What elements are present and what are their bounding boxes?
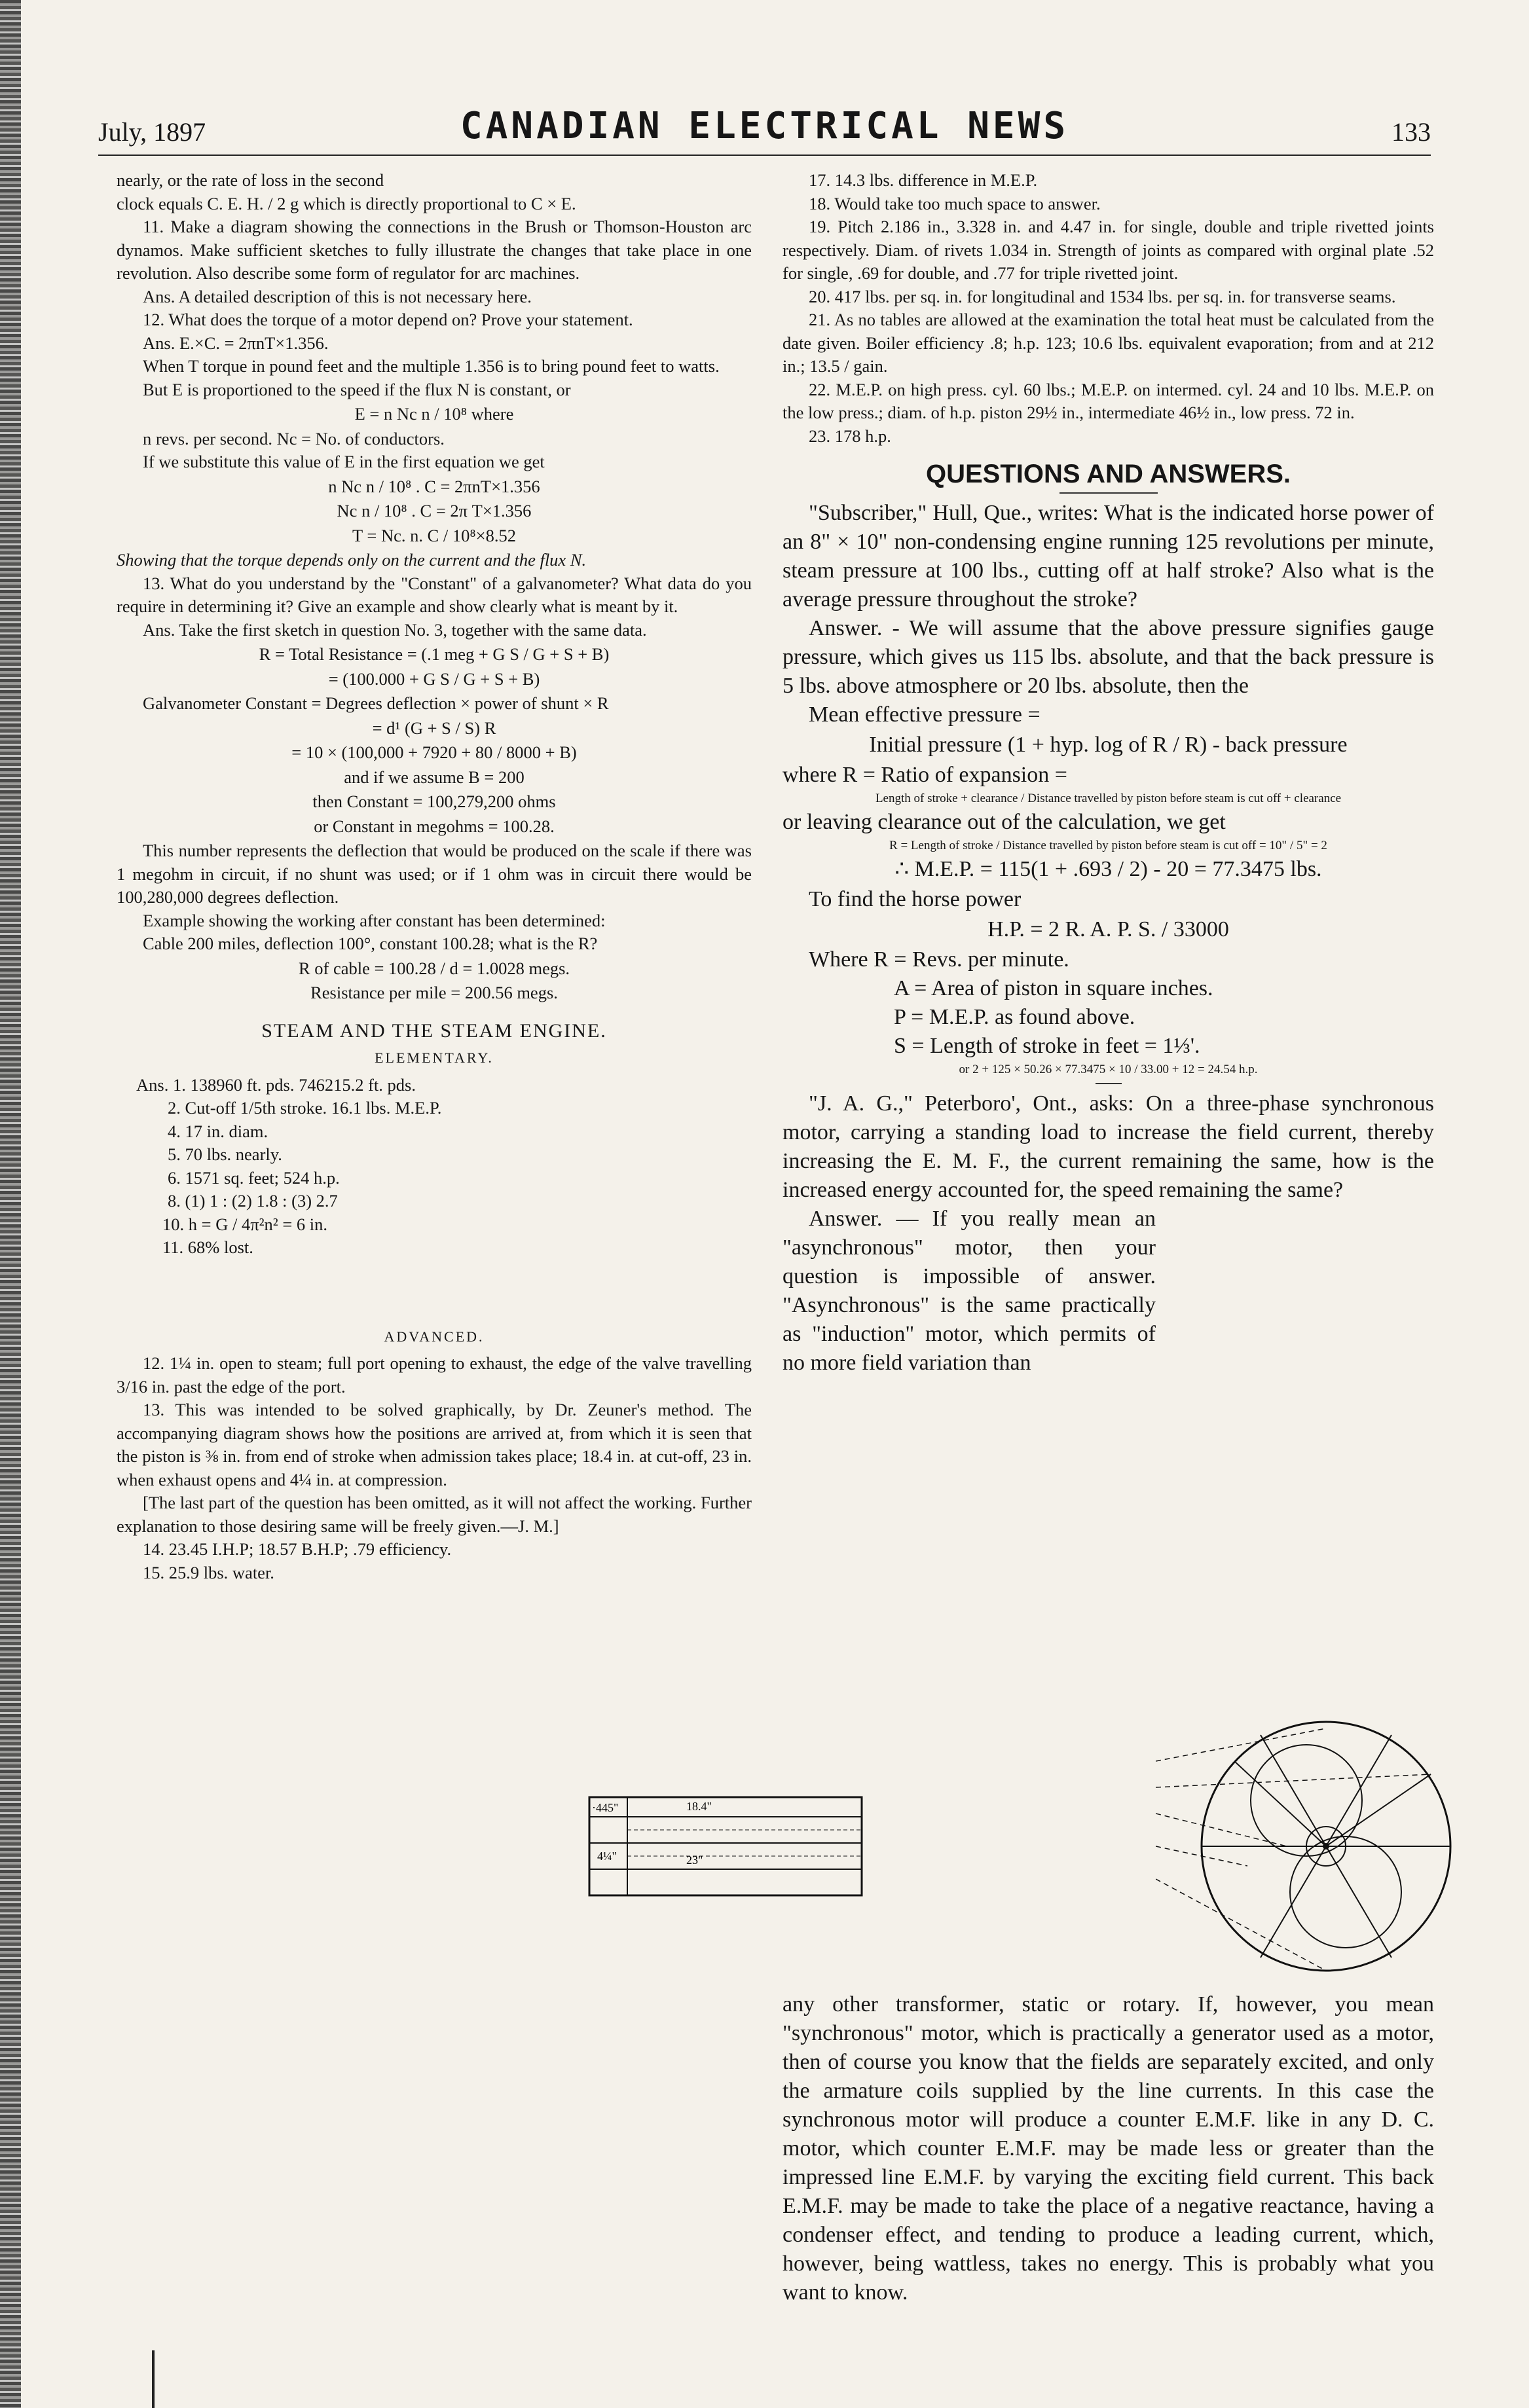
answer-21: 21. As no tables are allowed at the examination the total heat must be calculated from the date given. Boiler efficiency .8; h.p. 123; 10.6 lbs. equivalent evaporation; from and at 212 in.; 13.5 / gain.	[783, 310, 1434, 376]
list-item: 6. 1571 sq. feet; 524 h.p.	[168, 1167, 340, 1188]
answer-subscriber: Answer. - We will assume that the above pressure signifies gauge pressure, which gives us 115 lbs. absolute, and that the back pressure is 5 lbs. above atmosphere or 20 lbs. absolute, then the	[783, 616, 1434, 698]
equation-total-resistance: R = Total Resistance = (.1 meg + G S / G + S + B)	[259, 644, 610, 664]
equation-emf: E = n Nc n / 10⁸ where	[354, 404, 514, 424]
editor-note: [The last part of the question has been omitted, as it will not affect the working. Further explanation to those desiring same will be freely given.—J. M.]	[117, 1493, 752, 1536]
question-jag: "J. A. G.," Peterboro', Ont., asks: On a three-phase synchronous motor, carrying a standing load to increase the field current, thereby increasing the E. M. F., the current remaining the same, how is the increased energy accounted for, the speed remaining the same?	[783, 1091, 1434, 1202]
zeuner-circle-diagram	[1156, 1683, 1464, 1984]
piston-travel-diagram	[588, 1778, 863, 1908]
advanced-answer-15: 15. 25.9 lbs. water.	[143, 1562, 274, 1582]
question-11: 11. Make a diagram showing the connections in the Brush or Thomson-Houston arc dynamos. Make sufficient sketches to fully illustrate the changes that take place in one revolution. Also describe some form of regulator for arc machines.	[117, 217, 752, 283]
formula-hp-result: or 2 + 125 × 50.26 × 77.3475 × 10 / 33.00 + 12 = 24.54 h.p.	[959, 1063, 1258, 1076]
formula-where-s: S = Length of stroke in feet = 1⅓'.	[894, 1034, 1200, 1058]
valve-circle-upper	[1251, 1745, 1362, 1856]
page-header	[98, 105, 1431, 151]
projection-line	[1156, 1814, 1287, 1846]
diagram-value-3: 23"	[686, 1853, 703, 1867]
torque-text-2: But E is proportioned to the speed if the flux N is constant, or	[143, 379, 571, 399]
advanced-answer-12: 12. 1¼ in. open to steam; full port opening to exhaust, the edge of the valve travelling 3/16 in. past the edge of the port.	[117, 1353, 752, 1396]
radius-line	[1326, 1774, 1431, 1846]
equation-substitute-2: Nc n / 10⁸ . C = 2π T×1.356	[337, 501, 532, 520]
formula-where-r: Where R = Revs. per minute.	[809, 947, 1069, 972]
page-number: 133	[1391, 117, 1431, 147]
radius-line	[1234, 1761, 1326, 1846]
galvanometer-constant-text: Galvanometer Constant = Degrees deflection × power of shunt × R	[143, 693, 609, 713]
diagram-value-1: ·445"	[592, 1801, 619, 1814]
torque-conclusion: Showing that the torque depends only on the current and the flux N.	[117, 550, 587, 570]
answer-22: 22. M.E.P. on high press. cyl. 60 lbs.; M.E.P. on intermed. cyl. 24 and 10 lbs. M.E.P. on the low press.; diam. of h.p. piston 29½ in., intermediate 46½ in., low press. 72 in.	[783, 379, 1434, 422]
formula-ratio-label: where R = Ratio of expansion =	[783, 763, 1067, 787]
formula-r-value: R = Length of stroke / Distance travelled by piston before steam is cut off = 10" / 5" = 2	[889, 839, 1327, 852]
torque-text-3: n revs. per second. Nc = No. of conductors.	[143, 428, 445, 448]
advanced-answer-13: 13. This was intended to be solved graphically, by Dr. Zeuner's method. The accompanying diagram shows how the positions are arrived at, from which it is seen that the piston is ⅜ in. from end of stroke when admission takes place; 18.4 in. at cut-off, 23 in. when exhaust opens and 4¼ in. at compression.	[117, 1400, 752, 1489]
questions-answers-heading: QUESTIONS AND ANSWERS.	[925, 460, 1291, 488]
question-13: 13. What do you understand by the "Constant" of a galvanometer? What data do you require in determining it? Give an example and show clearly what is meant by it.	[117, 573, 752, 616]
answer-23: 23. 178 h.p.	[809, 426, 891, 446]
diagram-frame	[589, 1797, 862, 1895]
list-item: Ans. 1. 138960 ft. pds. 746215.2 ft. pds.	[136, 1074, 416, 1095]
horse-power-label: To find the horse power	[809, 887, 1022, 911]
formula-initial-pressure: Initial pressure (1 + hyp. log of R / R) - back pressure	[869, 733, 1348, 757]
mep-label: Mean effective pressure =	[809, 702, 1041, 727]
margin-mark	[152, 2350, 155, 2408]
answer-11: Ans. A detailed description of this is not necessary here.	[143, 286, 532, 306]
answer-jag-text: Answer. — If you really mean an "asynchronous" motor, then your question is impossible of answer. "Asynchronous" is the same practically as "induction" motor, which permits of no more field variation than	[783, 1207, 1156, 1375]
formula-ratio-fraction: Length of stroke + clearance / Distance travelled by piston before steam is cut off + clearance	[875, 792, 1342, 805]
advanced-answer-14: 14. 23.45 I.H.P; 18.57 B.H.P; .79 efficiency.	[143, 1539, 452, 1559]
cable-text: Cable 200 miles, deflection 100°, constant 100.28; what is the R?	[143, 934, 598, 953]
centre-point	[1323, 1843, 1329, 1850]
answer-jag-continued	[783, 1990, 1434, 2307]
list-item: 4. 17 in. diam.	[168, 1121, 268, 1141]
elementary-subheading: ELEMENTARY.	[375, 1049, 494, 1066]
list-item: 8. (1) 1 : (2) 1.8 : (3) 2.7	[168, 1191, 338, 1211]
answer-jag	[783, 1205, 1156, 1377]
projection-line	[1156, 1774, 1431, 1787]
clock-equals-line: clock equals C. E. H. / 2 g which is directly proportional to C × E.	[117, 193, 576, 213]
scanned-page-edge	[0, 0, 21, 2408]
left-column	[117, 169, 752, 1584]
torque-loss-line: nearly, or the rate of loss in the second	[117, 170, 384, 190]
equation-resistance-per-mile: Resistance per mile = 200.56 megs.	[310, 983, 558, 1002]
formula-clearance-text: or leaving clearance out of the calculation, we get	[783, 810, 1226, 834]
equation-constant-2: = 10 × (100,000 + 7920 + 80 / 8000 + B)	[291, 742, 577, 762]
equation-constant-1: = d¹ (G + S / S) R	[372, 718, 496, 738]
heading-underline	[1059, 492, 1158, 494]
list-item: 5. 70 lbs. nearly.	[168, 1144, 282, 1164]
torque-text-1: When T torque in pound feet and the multiple 1.356 is to bring pound feet to watts.	[143, 356, 720, 376]
header-rule	[98, 155, 1431, 156]
diagram-value-2: 18.4"	[686, 1800, 712, 1813]
valve-circle-lower	[1290, 1836, 1401, 1948]
answer-13: Ans. Take the first sketch in question No. 3, together with the same data.	[143, 619, 647, 640]
equation-constant-ohms: then Constant = 100,279,200 ohms	[312, 792, 556, 811]
formula-mep-result: ∴ M.E.P. = 115(1 + .693 / 2) - 20 = 77.3475 lbs.	[894, 857, 1322, 881]
continued-answers	[783, 169, 1434, 448]
formula-hp: H.P. = 2 R. A. P. S. / 33000	[987, 917, 1229, 941]
answer-12: Ans. E.×C. = 2πnT×1.356.	[143, 333, 329, 353]
equation-assume-b: and if we assume B = 200	[344, 767, 525, 787]
short-divider	[1096, 1083, 1122, 1084]
list-item: 2. Cut-off 1/5th stroke. 16.1 lbs. M.E.P.	[168, 1098, 442, 1118]
masthead-title: CANADIAN ELECTRICAL NEWS	[460, 105, 1069, 147]
equation-substitute-1: n Nc n / 10⁸ . C = 2πnT×1.356	[328, 476, 540, 496]
formula-where-a: A = Area of piston in square inches.	[894, 976, 1213, 1000]
right-column	[783, 169, 1434, 1377]
example-text: Example showing the working after constant has been determined:	[143, 910, 606, 930]
answer-18: 18. Would take too much space to answer.	[809, 193, 1101, 213]
question-12: 12. What does the torque of a motor depend on? Prove your statement.	[143, 310, 633, 329]
elementary-answers	[117, 1074, 503, 1260]
equation-cable-r: R of cable = 100.28 / d = 1.0028 megs.	[298, 958, 570, 978]
answer-jag-continued-text: any other transformer, static or rotary. If, however, you mean "synchronous" motor, which is practically a generator used as a motor, then of course you know that the fields are separately excited, and only the armature coils supplied by the line currents. In this case the synchronous motor will produce a counter E.M.F. like in any D. C. motor, which counter E.M.F. may be made less or greater than the impressed line E.M.F. by varying the exciting field current. This back E.M.F. may be made to take the place of a negative reactance, having a condenser effect, and tending to produce a leading current, which, however, being wattless, takes no energy. This is probably what you want to know.	[783, 1992, 1434, 2305]
list-item: 10. h = G / 4π²n² = 6 in.	[162, 1214, 328, 1234]
equation-resistance-2: = (100.000 + G S / G + S + B)	[328, 668, 540, 689]
formula-where-p: P = M.E.P. as found above.	[894, 1005, 1135, 1029]
equation-torque: T = Nc. n. C / 10⁸×8.52	[352, 525, 516, 545]
answer-17: 17. 14.3 lbs. difference in M.E.P.	[809, 170, 1038, 190]
advanced-subheading: ADVANCED.	[384, 1328, 485, 1345]
diagram-value-4: 4¼"	[597, 1850, 617, 1863]
answer-20: 20. 417 lbs. per sq. in. for longitudinal and 1534 lbs. per sq. in. for transverse seams.	[809, 286, 1396, 306]
question-subscriber: "Subscriber," Hull, Que., writes: What is the indicated horse power of an 8" × 10" non-condensing engine running 125 revolutions per minute, steam pressure at 100 lbs., cutting off at half stroke? Also what is the average pressure throughout the stroke?	[783, 501, 1434, 611]
answer-19: 19. Pitch 2.186 in., 3.328 in. and 4.47 in. for single, double and triple rivetted joints respectively. Diam. of rivets 1.034 in. Strength of joints as compared with orginal plate .52 for single, .69 for double, and .77 for triple rivetted joint.	[783, 217, 1434, 283]
list-item: 11. 68% lost.	[162, 1237, 253, 1257]
deflection-text: This number represents the deflection that would be produced on the scale if there was 1 megohm in circuit, if no shunt was used; or if 1 ohm was in circuit there would be 100,280,000 degrees deflection.	[117, 841, 752, 907]
issue-date: July, 1897	[98, 117, 206, 147]
torque-text-4: If we substitute this value of E in the first equation we get	[143, 452, 545, 471]
steam-engine-heading: STEAM AND THE STEAM ENGINE.	[261, 1019, 607, 1042]
equation-constant-megohms: or Constant in megohms = 100.28.	[314, 816, 555, 836]
